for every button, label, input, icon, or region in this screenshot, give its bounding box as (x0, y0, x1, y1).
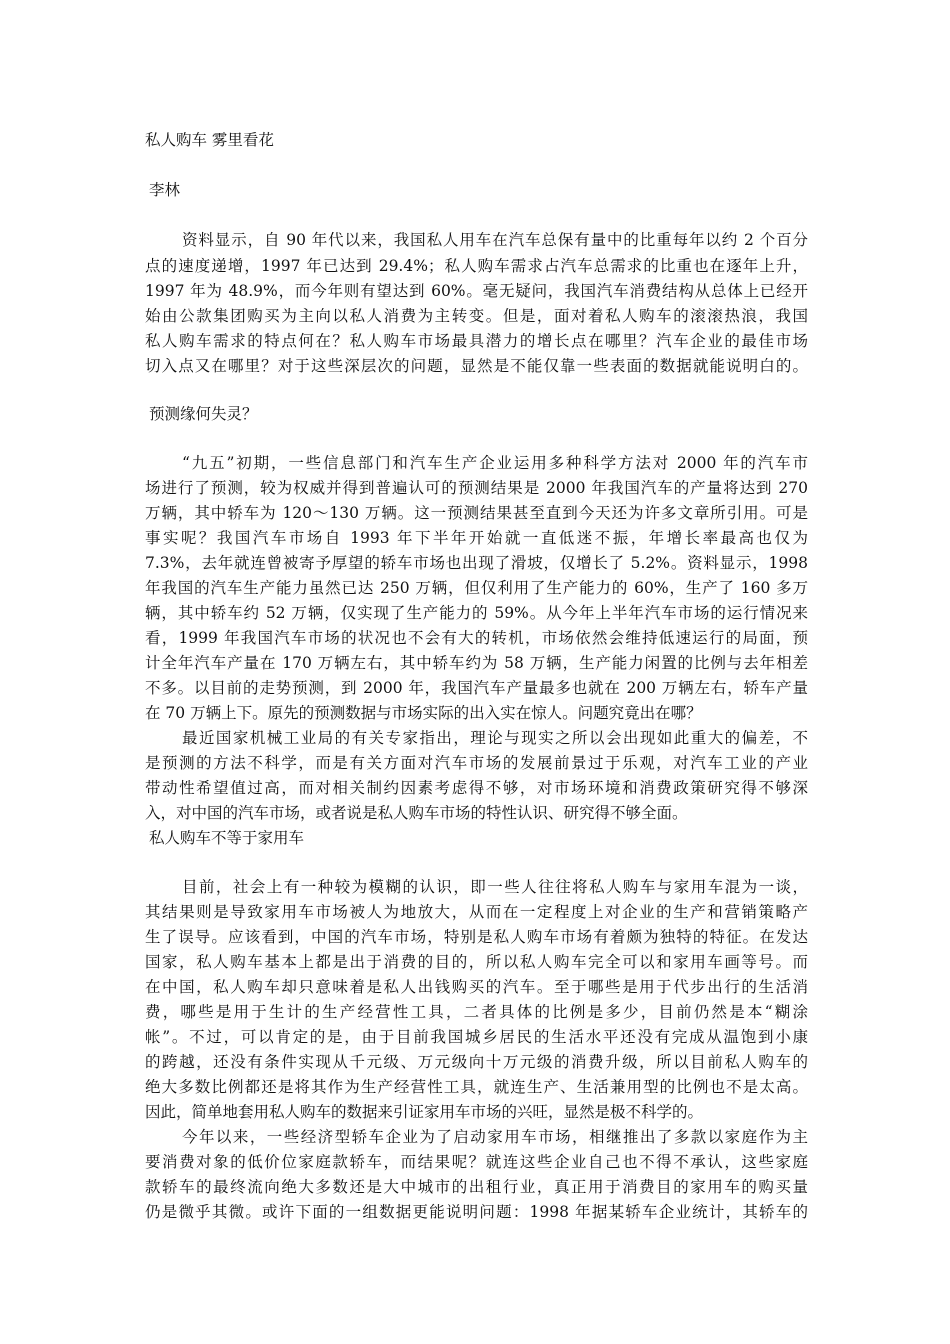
text-line: 不多。以目前的走势预测，到 2000 年，我国汽车产量最多也就在 200 万辆左右，轿车产量 (145, 679, 808, 697)
text-line: 私人购车需求的特点何在？私人购车市场最具潜力的增长点在哪里？汽车企业的最佳市场 (145, 332, 808, 350)
text-line: 7.3%，去年就连曾被寄予厚望的轿车市场也出现了滑坡，仅增长了 5.2%。资料显示，1998 (145, 554, 808, 572)
text-line: 今年以来，一些经济型轿车企业为了启动家用车市场，相继推出了多款以家庭作为主 (182, 1128, 808, 1146)
text-line: 绝大多数比例都还是将其作为生产经营性工具，就连生产、生活兼用型的比例也不是太高。 (145, 1078, 808, 1096)
text-line: 要消费对象的低价位家庭款轿车，而结果呢？就连这些企业自己也不得不承认，这些家庭 (145, 1153, 808, 1171)
section-heading-forecast: 预测缘何失灵？ (149, 405, 258, 423)
text-line: 在 70 万辆上下。原先的预测数据与市场实际的出入实在惊人。问题究竟出在哪？ (145, 704, 702, 722)
text-line: 辆，其中轿车约 52 万辆，仅实现了生产能力的 59%。从今年上半年汽车市场的运行情况来 (145, 604, 808, 622)
text-line: 入，对中国的汽车市场，或者说是私人购车市场的特性认识、研究得不够全面。 (145, 804, 688, 822)
text-line: 生了误导。应该看到，中国的汽车市场，特别是私人购车市场有着颇为独特的特征。在发达 (145, 928, 808, 946)
text-line: 因此，简单地套用私人购车的数据来引证家用车市场的兴旺，显然是极不科学的。 (145, 1103, 704, 1121)
text-line: 事实呢？我国汽车市场自 1993 年下半年开始就一直低迷不振，年增长率最高也仅为 (145, 529, 808, 547)
text-line: 国家，私人购车基本上都是出于消费的目的，所以私人购车完全可以和家用车画等号。而 (145, 953, 808, 971)
article-title: 私人购车 雾里看花 (145, 131, 274, 149)
text-line: 资料显示，自 90 年代以来，我国私人用车在汽车总保有量中的比重每年以约 2 个百分 (182, 231, 808, 249)
text-line: 款轿车的最终流向绝大多数还是大中城市的出租行业，真正用于消费目的家用车的购买量 (145, 1178, 808, 1196)
text-line: 仍是微乎其微。或许下面的一组数据更能说明问题：1998 年据某轿车企业统计，其轿车的 (145, 1203, 808, 1221)
text-line: 场进行了预测，较为权威并得到普遍认可的预测结果是 2000 年我国汽车的产量将达到 270 (145, 479, 808, 497)
section-heading-private-car: 私人购车不等于家用车 (149, 829, 305, 847)
text-line: 1997 年为 48.9%，而今年则有望达到 60%。毫无疑问，我国汽车消费结构从总体上已经开 (145, 282, 808, 300)
text-line: 其结果则是导致家用车市场被人为地放大，从而在一定程度上对企业的生产和营销策略产 (145, 903, 808, 921)
text-line: 带动性希望值过高，而对相关制约因素考虑得不够，对市场环境和消费政策研究得不够深 (145, 779, 808, 797)
text-line: 在中国，私人购车却只意味着是私人出钱购买的汽车。至于哪些是用于代步出行的生活消 (145, 978, 808, 996)
text-line: 始由公款集团购买为主向以私人消费为主转变。但是，面对着私人购车的滚滚热浪，我国 (145, 307, 808, 325)
text-line: 看，1999 年我国汽车市场的状况也不会有大的转机，市场依然会维持低速运行的局面，预 (145, 629, 808, 647)
text-line: 万辆，其中轿车为 120～130 万辆。这一预测结果甚至直到今天还为许多文章所引用。可是 (145, 504, 808, 522)
text-line: 帐”。不过，可以肯定的是，由于目前我国城乡居民的生活水平还没有完成从温饱到小康 (145, 1028, 808, 1046)
text-line: 最近国家机械工业局的有关专家指出，理论与现实之所以会出现如此重大的偏差，不 (182, 729, 808, 747)
text-line: 切入点又在哪里？对于这些深层次的问题，显然是不能仅靠一些表面的数据就能说明白的。 (145, 357, 808, 375)
article-author: 李林 (149, 181, 181, 199)
text-line: 点的速度递增，1997 年已达到 29.4%；私人购车需求占汽车总需求的比重也在逐年上升， (145, 257, 808, 275)
text-line: 目前，社会上有一种较为模糊的认识，即一些人往往将私人购车与家用车混为一谈， (182, 878, 808, 896)
text-line: 计全年汽车产量在 170 万辆左右，其中轿车约为 58 万辆，生产能力闲置的比例与去年相差 (145, 654, 808, 672)
text-line: 费，哪些是用于生计的生产经营性工具，二者具体的比例是多少，目前仍然是本“糊涂 (145, 1003, 808, 1021)
text-line: 年我国的汽车生产能力虽然已达 250 万辆，但仅利用了生产能力的 60%，生产了 160 多万 (145, 579, 808, 597)
text-line: 的跨越，还没有条件实现从千元级、万元级向十万元级的消费升级，所以目前私人购车的 (145, 1053, 808, 1071)
text-line: “九五”初期，一些信息部门和汽车生产企业运用多种科学方法对 2000 年的汽车市 (182, 454, 808, 472)
text-line: 是预测的方法不科学，而是有关方面对汽车市场的发展前景过于乐观，对汽车工业的产业 (145, 754, 808, 772)
